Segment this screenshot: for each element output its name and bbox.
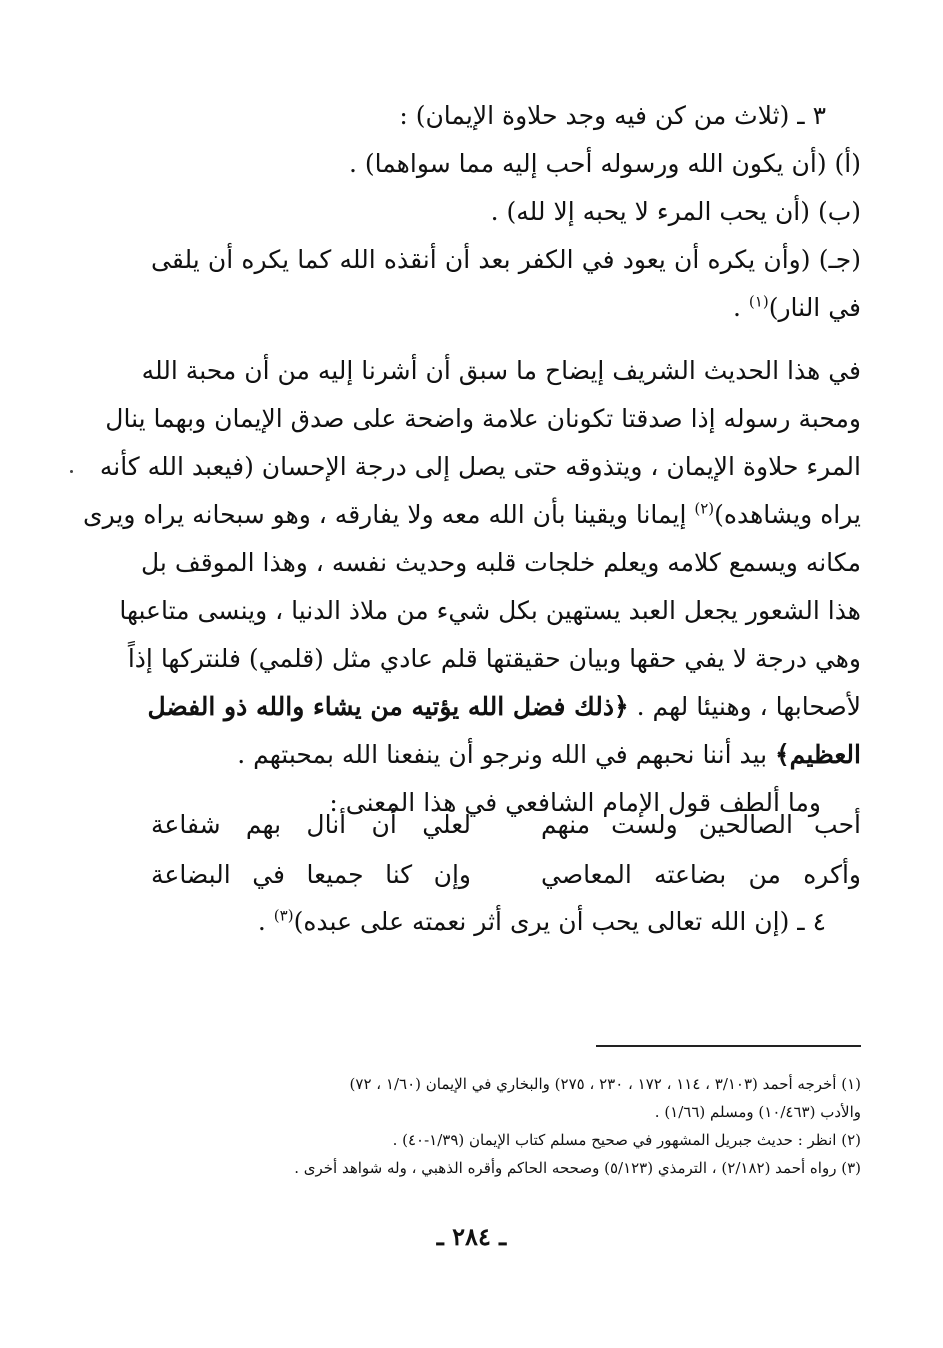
footnote-ref-2: (٢) (694, 499, 715, 518)
footnotes (151, 1070, 861, 1182)
para-line-7: وهي درجة لا يفي حقها وبيان حقيقتها قلم عادي مثل (قلمي) فلنتركها إذاً (127, 644, 861, 673)
para-line-5: مكانه ويسمع كلامه ويعلم خلجات قلبه وحديث نفسه ، وهذا الموقف بل (140, 548, 861, 577)
verse-1-second-half: لعلي أن أنال بهم شفاعة (151, 810, 471, 839)
quran-verse-end: العظيم﴾ (775, 740, 861, 769)
item-4-end: . (257, 907, 274, 936)
footnote-ref-3: (٣) (273, 906, 294, 925)
footnote-1: (١) أخرجه أحمد (٣/١٠٣ ، ١١٤ ، ١٧٢ ، ٢٣٠ ، ٢٧٥) والبخاري في الإيمان (١/٦٠ ، ٧٢) (349, 1075, 861, 1093)
item-4-line (151, 898, 861, 946)
verse-2-second-half: وإن كنا جميعا في البضاعة (151, 860, 471, 889)
item-4-text: ٤ ـ (إن الله تعالى يحب أن يرى أثر نعمته على عبده) (293, 907, 826, 936)
para-line-2: ومحبة رسوله إذا صدقتا تكونان علامة واضحة على صدق الإيمان وبهما ينال (105, 404, 861, 433)
poem-verse (151, 800, 861, 850)
para-line-1: في هذا الحديث الشريف إيضاح ما سبق أن أشرنا إليه من أن محبة الله (141, 356, 861, 385)
para-line-4 (83, 491, 861, 539)
hadith-item-4 (151, 898, 861, 946)
verse-1-first-half: أحب الصالحين ولست منهم (541, 810, 861, 839)
para-line-8 (147, 683, 861, 731)
item-3-b: (ب) (أن يحب المرء لا يحبه إلا لله) . (490, 197, 861, 226)
item-3-c-end: . (733, 293, 749, 322)
quran-verse-quote: ﴿ذلك فضل الله يؤتيه من يشاء والله ذو الفضل (147, 692, 629, 721)
margin-speck (70, 470, 73, 473)
para-line-8-start: لأصحابها ، وهنيئا لهم . (628, 692, 861, 721)
para-line-4-rest: إيمانا ويقينا بأن الله معه ولا يفارقه ، وهو سبحانه يراه ويرى (83, 500, 695, 529)
footnote-separator (596, 1045, 861, 1047)
footnote-1-continued: والأدب (١٠/٤٦٣) ومسلم (١/٦٦) . (654, 1103, 861, 1121)
item-3-heading: ٣ ـ (ثلاث من كن فيه وجد حلاوة الإيمان) : (399, 101, 826, 130)
commentary-paragraph (83, 347, 861, 827)
item-3-c-text: في النار) (768, 293, 861, 322)
page-number: ـ ٢٨٤ ـ (436, 1222, 507, 1251)
footnote-ref-1: (١) (748, 292, 769, 311)
footnote-2: (٢) انظر : حديث جبريل المشهور في صحيح مسلم كتاب الإيمان (١/٣٩-٤٠) . (392, 1131, 861, 1149)
shafii-poem (151, 800, 861, 900)
poem-verse (151, 850, 861, 900)
para-line-9 (151, 731, 861, 779)
para-line-6: هذا الشعور يجعل العبد يستهين بكل شيء من ملاذ الدنيا ، وينسى متاعبها (119, 596, 861, 625)
item-3-c-line-2 (151, 284, 861, 332)
item-3-a: (أ) (أن يكون الله ورسوله أحب إليه مما سواهما) . (348, 149, 861, 178)
poem-intro: وما ألطف قول الإمام الشافعي في هذا المعنى : (329, 788, 821, 817)
hadith-item-3 (151, 92, 861, 332)
para-line-9-rest: بيد أننا نحبهم في الله ونرجو أن ينفعنا الله بمحبتهم . (237, 740, 776, 769)
para-line-3: المرء حلاوة الإيمان ، ويتذوقه حتى يصل إلى درجة الإحسان (فيعبد الله كأنه (99, 452, 861, 481)
item-3-c-line-1: (جـ) (وأن يكره أن يعود في الكفر بعد أن أنقذه الله كما يكره أن يلقى (151, 245, 861, 274)
verse-2-first-half: وأكره من بضاعته المعاصي (541, 860, 861, 889)
para-line-4-start: يراه ويشاهده) (714, 500, 861, 529)
footnote-3: (٣) رواه أحمد (٢/١٨٢) ، الترمذي (٥/١٢٣) وصححه الحاكم وأقره الذهبي ، وله شواهد أخرى . (294, 1159, 861, 1177)
